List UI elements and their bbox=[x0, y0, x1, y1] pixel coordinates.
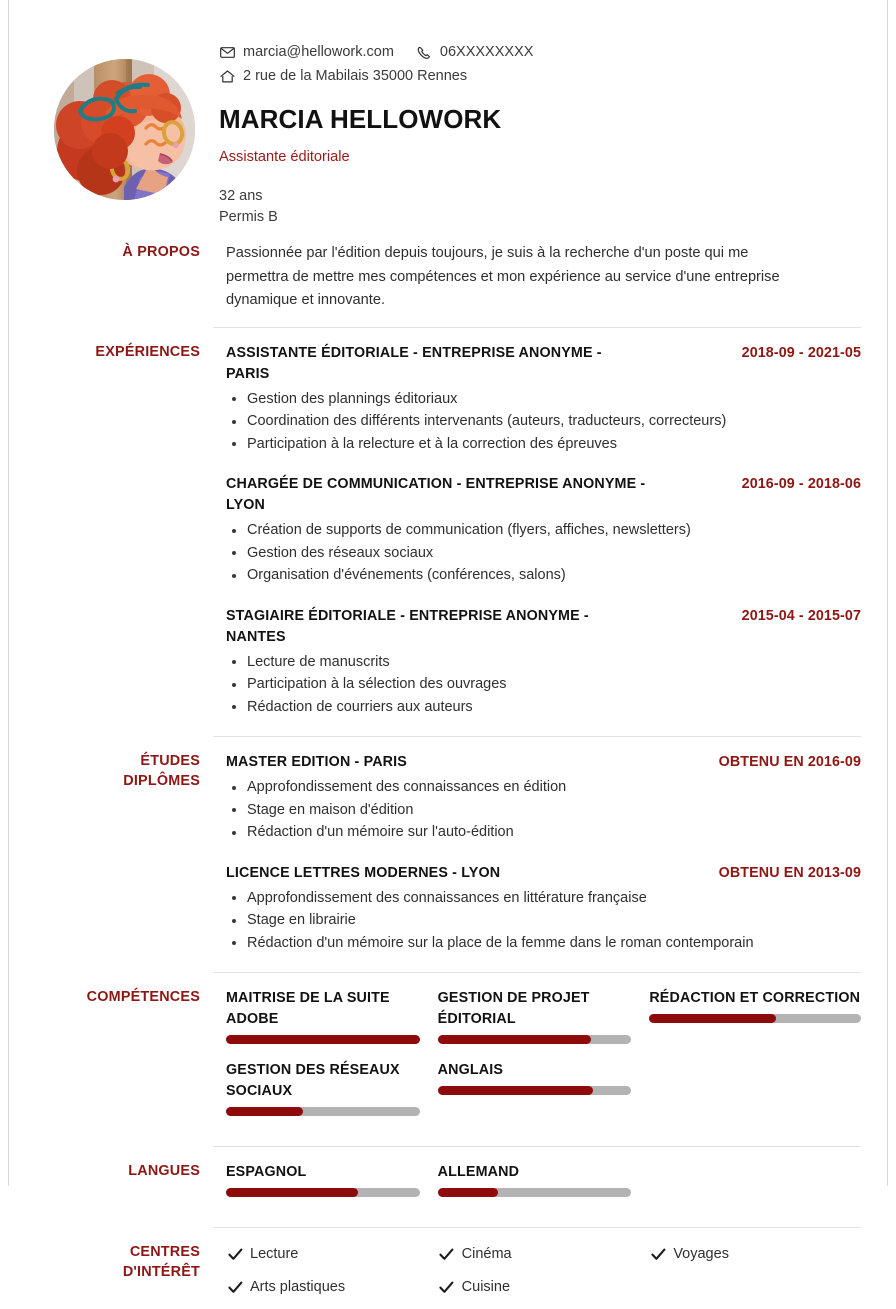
page-title: MARCIA HELLOWORK bbox=[219, 104, 502, 134]
interest-label: Cinéma bbox=[461, 1246, 512, 1262]
skill-bar-track bbox=[226, 1035, 420, 1044]
skill-bar-fill bbox=[438, 1035, 591, 1044]
cv-header bbox=[35, 30, 861, 228]
section-about bbox=[35, 228, 861, 313]
cv-sheet bbox=[8, 0, 888, 1295]
bullet-item: Organisation d'événements (conférences, salons) bbox=[226, 564, 861, 587]
skill-name: ANGLAIS bbox=[437, 1062, 504, 1078]
section-label-skills: COMPÉTENCES bbox=[86, 989, 200, 1005]
section-body-education bbox=[213, 736, 861, 958]
skill-bar-track bbox=[438, 1035, 632, 1044]
skill-item bbox=[438, 988, 650, 1044]
section-label-interests-line2: D'INTÉRÊT bbox=[122, 1264, 200, 1280]
section-experiences bbox=[35, 313, 861, 723]
header-details bbox=[213, 30, 861, 228]
entry-date: 2018-09 - 2021-05 bbox=[741, 344, 861, 361]
language-bar-track bbox=[226, 1188, 420, 1197]
skill-bar-fill bbox=[649, 1014, 776, 1023]
check-icon bbox=[438, 1246, 456, 1262]
entry-title: ASSISTANTE ÉDITORIALE - ENTREPRISE ANONYME - PARIS bbox=[226, 344, 602, 382]
bullet-item: Coordination des différents intervenants (auteurs, traducteurs, correcteurs) bbox=[226, 410, 861, 433]
entry-header bbox=[226, 606, 861, 648]
skill-bar-fill bbox=[226, 1107, 303, 1116]
bullet-item: Participation à la sélection des ouvrages bbox=[226, 673, 861, 696]
avatar-column bbox=[35, 30, 213, 200]
age-text: 32 ans bbox=[219, 188, 263, 204]
skill-name: RÉDACTION ET CORRECTION bbox=[649, 990, 861, 1006]
section-label-education-line2: DIPLÔMES bbox=[123, 773, 200, 789]
entry-bullets bbox=[226, 519, 861, 587]
interest-item bbox=[226, 1276, 438, 1298]
avatar bbox=[54, 59, 195, 200]
skill-item bbox=[226, 1060, 438, 1116]
skill-name: MAITRISE DE LA SUITE ADOBE bbox=[226, 990, 390, 1027]
entry-bullets bbox=[226, 887, 861, 955]
experience-entry bbox=[226, 474, 861, 587]
about-text: Passionnée par l'édition depuis toujours, je suis à la recherche d'un poste qui me permettra de mettre mes compétences et mon expérience au service d'une entreprise dynamique et innovante. bbox=[226, 245, 780, 308]
home-icon bbox=[219, 69, 236, 84]
entry-date: 2016-09 - 2018-06 bbox=[741, 476, 861, 492]
bullet-item: Gestion des plannings éditoriaux bbox=[226, 388, 861, 411]
skill-bar-fill bbox=[438, 1086, 593, 1095]
skills-grid bbox=[226, 988, 861, 1132]
check-icon bbox=[226, 1279, 244, 1295]
section-label-experiences: EXPÉRIENCES bbox=[95, 343, 200, 360]
email-item[interactable] bbox=[219, 41, 394, 64]
bullet-item: Rédaction d'un mémoire sur l'auto-édition bbox=[226, 821, 861, 844]
entry-bullets bbox=[226, 388, 861, 456]
language-name: ALLEMAND bbox=[437, 1164, 520, 1180]
interest-label: Cuisine bbox=[461, 1279, 511, 1295]
section-body-about bbox=[213, 242, 861, 313]
section-body-languages bbox=[213, 1146, 861, 1213]
email-text: marcia@hellowork.com bbox=[243, 44, 394, 60]
phone-item[interactable] bbox=[416, 41, 534, 64]
cv-content bbox=[9, 0, 887, 1309]
experience-entry bbox=[226, 606, 861, 719]
entry-header bbox=[226, 752, 861, 773]
entry-date: OBTENU EN 2013-09 bbox=[718, 864, 861, 881]
skill-name: GESTION DES RÉSEAUX SOCIAUX bbox=[226, 1062, 400, 1099]
interest-label: Voyages bbox=[673, 1246, 729, 1262]
skill-bar-fill bbox=[226, 1035, 420, 1044]
entry-title: CHARGÉE DE COMMUNICATION - ENTREPRISE ANONYME - LYON bbox=[226, 476, 646, 513]
section-education bbox=[35, 722, 861, 958]
avatar-illustration bbox=[54, 59, 195, 200]
license-text: Permis B bbox=[219, 209, 278, 225]
bullet-item: Stage en librairie bbox=[226, 909, 861, 932]
entry-header bbox=[226, 343, 861, 385]
entry-date: OBTENU EN 2016-09 bbox=[718, 754, 861, 770]
contact-row-address bbox=[219, 65, 861, 88]
bullet-item: Rédaction d'un mémoire sur la place de la femme dans le roman contemporain bbox=[226, 932, 861, 955]
bullet-item: Création de supports de communication (flyers, affiches, newsletters) bbox=[226, 519, 861, 542]
experience-entry bbox=[226, 343, 861, 456]
interest-label: Arts plastiques bbox=[250, 1279, 346, 1295]
envelope-icon bbox=[219, 45, 236, 60]
language-bar-fill bbox=[438, 1188, 498, 1197]
bullet-item: Rédaction de courriers aux auteurs bbox=[226, 696, 861, 719]
education-entry bbox=[226, 863, 861, 955]
language-name: ESPAGNOL bbox=[226, 1164, 307, 1180]
bullet-item: Gestion des réseaux sociaux bbox=[226, 542, 861, 565]
section-label-interests-line1: CENTRES bbox=[129, 1244, 200, 1260]
language-item-empty bbox=[649, 1162, 861, 1197]
section-label-languages: LANGUES bbox=[128, 1163, 200, 1179]
interest-item bbox=[226, 1243, 438, 1265]
section-label-about: À PROPOS bbox=[122, 244, 200, 260]
bullet-item: Lecture de manuscrits bbox=[226, 651, 861, 674]
section-body-experiences bbox=[213, 327, 861, 723]
address-item[interactable] bbox=[219, 65, 467, 88]
section-label-education bbox=[35, 736, 213, 791]
entry-date: 2015-04 - 2015-07 bbox=[741, 607, 861, 624]
check-icon bbox=[226, 1246, 244, 1262]
section-languages bbox=[35, 1132, 861, 1213]
personal-meta bbox=[219, 186, 861, 228]
interests-grid bbox=[226, 1243, 861, 1309]
education-entry bbox=[226, 752, 861, 844]
check-icon bbox=[649, 1246, 667, 1262]
section-body-interests bbox=[213, 1227, 861, 1309]
phone-text: 06XXXXXXXX bbox=[439, 44, 534, 60]
section-body-skills bbox=[213, 972, 861, 1132]
interest-item bbox=[438, 1243, 650, 1265]
section-skills bbox=[35, 958, 861, 1132]
bullet-item: Approfondissement des connaissances en édition bbox=[226, 776, 861, 799]
interest-label: Lecture bbox=[250, 1246, 299, 1262]
phone-icon bbox=[416, 45, 433, 60]
entry-header bbox=[226, 474, 861, 516]
skill-name: GESTION DE PROJET ÉDITORIAL bbox=[437, 990, 590, 1027]
skill-bar-track bbox=[226, 1107, 420, 1116]
interest-item bbox=[649, 1243, 861, 1265]
skill-item bbox=[649, 988, 861, 1044]
entry-header bbox=[226, 863, 861, 884]
skill-item bbox=[226, 988, 438, 1044]
address-text: 2 rue de la Mabilais 35000 Rennes bbox=[243, 68, 468, 84]
language-item bbox=[438, 1162, 650, 1197]
contact-row-primary bbox=[219, 41, 861, 64]
bullet-item: Stage en maison d'édition bbox=[226, 799, 861, 822]
section-label-education-line1: ÉTUDES bbox=[140, 753, 200, 769]
languages-grid bbox=[226, 1162, 861, 1213]
check-icon bbox=[438, 1279, 456, 1295]
bullet-item: Approfondissement des connaissances en littérature française bbox=[226, 887, 861, 910]
skill-bar-track bbox=[649, 1014, 861, 1023]
entry-bullets bbox=[226, 651, 861, 719]
entry-title: STAGIAIRE ÉDITORIALE - ENTREPRISE ANONYME - NANTES bbox=[226, 607, 589, 645]
language-bar-fill bbox=[226, 1188, 358, 1197]
entry-title: MASTER EDITION - PARIS bbox=[226, 754, 407, 770]
job-title: Assistante éditoriale bbox=[219, 149, 350, 165]
entry-bullets bbox=[226, 776, 861, 844]
section-interests bbox=[35, 1213, 861, 1309]
language-item bbox=[226, 1162, 438, 1197]
skill-item bbox=[438, 1060, 650, 1116]
bullet-item: Participation à la relecture et à la correction des épreuves bbox=[226, 433, 861, 456]
skill-bar-track bbox=[438, 1086, 632, 1095]
language-bar-track bbox=[438, 1188, 632, 1197]
interest-item bbox=[438, 1276, 650, 1298]
section-label-interests bbox=[35, 1227, 213, 1282]
entry-title: LICENCE LETTRES MODERNES - LYON bbox=[226, 864, 501, 881]
